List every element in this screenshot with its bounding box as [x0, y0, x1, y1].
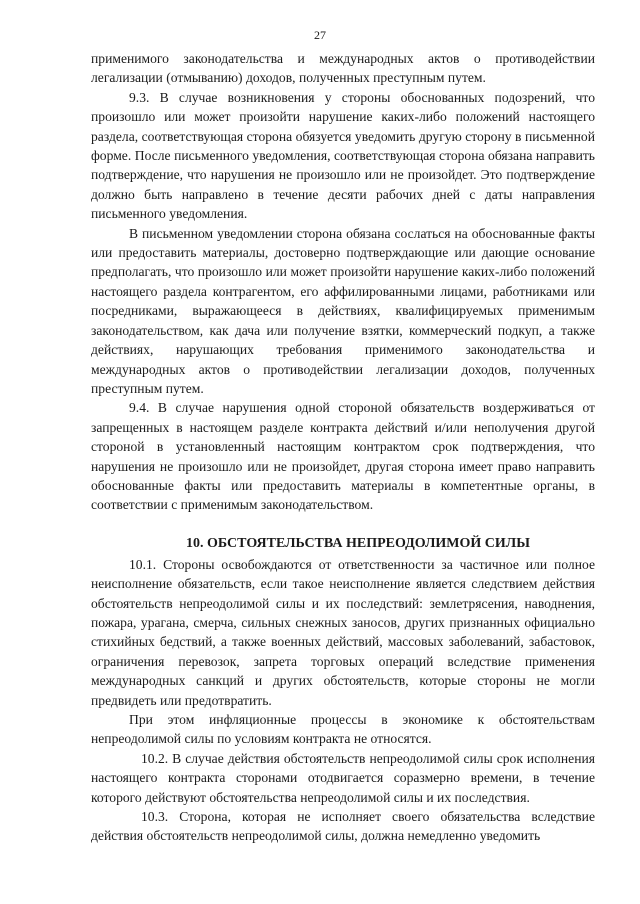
- paragraph-9-4: 9.4. В случае нарушения одной стороной обязательств воздерживаться от запрещенных в настоящем разделе контракта действий и/или неполучения другой стороной в установленный настоящим контрактом срок подтверждения, что нарушения не произошло или не произойдет, другая сторона имеет право направить обоснованные факты или предоставить материалы в компетентные органы, в соответствии с применимым законодательством.: [91, 400, 595, 513]
- paragraph-10-2: 10.2. В случае действия обстоятельств непреодолимой силы срок исполнения настоящего контракта сторонами отодвигается соразмерно времени, в течение которого действуют обстоятельства непреодолимой силы и их последствия.: [91, 750, 595, 805]
- paragraph-10-1: 10.1. Стороны освобождаются от ответственности за частичное или полное неисполнение обязательств, если такое неисполнение является следствием действия обстоятельств непреодолимой силы и их последствий: землетрясения, наводнения, пожара, урагана, смерча, сильных снежных заносов, других признанных официально стихийных бедствий, а также военных действий, массовых заболеваний, забастовок, ограничения перевозок, запрета торговых операций вследствие применения международных санкций и других обстоятельств, которые стороны не могли предвидеть или предотвратить.: [91, 556, 595, 708]
- paragraph-9-3: 9.3. В случае возникновения у стороны обоснованных подозрений, что произошло или может произойти нарушение каких-либо положений настоящего раздела, соответствующая сторона обязуется уведомить другую сторону в письменной форме. После письменного уведомления, соответствующая сторона обязана направить подтверждение, что нарушения не произошло или не произойдет. Это подтверждение должно быть направлено в течение десяти рабочих дней с даты направления письменного уведомления.: [91, 89, 595, 222]
- document-body: [91, 49, 595, 846]
- paragraph-notice: В письменном уведомлении сторона обязана сослаться на обоснованные факты или предоставить материалы, достоверно подтверждающие или дающие основание предполагать, что произошло или может произойти нарушение каких-либо положений настоящего раздела контрагентом, его аффилированными лицами, работниками или посредниками, выражающееся в действиях, квалифицируемых применимым законодательством, как дача или получение взятки, коммерческий подкуп, а также действиях, нарушающих требования применимого законодательства и международных актов о противодействии легализации доходов, полученных преступным путем.: [91, 225, 595, 396]
- paragraph-inflation: При этом инфляционные процессы в экономике к обстоятельствам непреодолимой силы по условиям контракта не относятся.: [91, 712, 595, 747]
- paragraph-10-3: 10.3. Сторона, которая не исполняет своего обязательства вследствие действия обстоятельств непреодолимой силы, должна немедленно уведомить: [91, 809, 595, 844]
- page-number: 27: [314, 28, 326, 42]
- section-heading: 10. ОБСТОЯТЕЛЬСТВА НЕПРЕОДОЛИМОЙ СИЛЫ: [186, 535, 530, 551]
- paragraph-continuation: применимого законодательства и международных актов о противодействии легализации (отмыванию) доходов, полученных преступным путем.: [91, 51, 595, 86]
